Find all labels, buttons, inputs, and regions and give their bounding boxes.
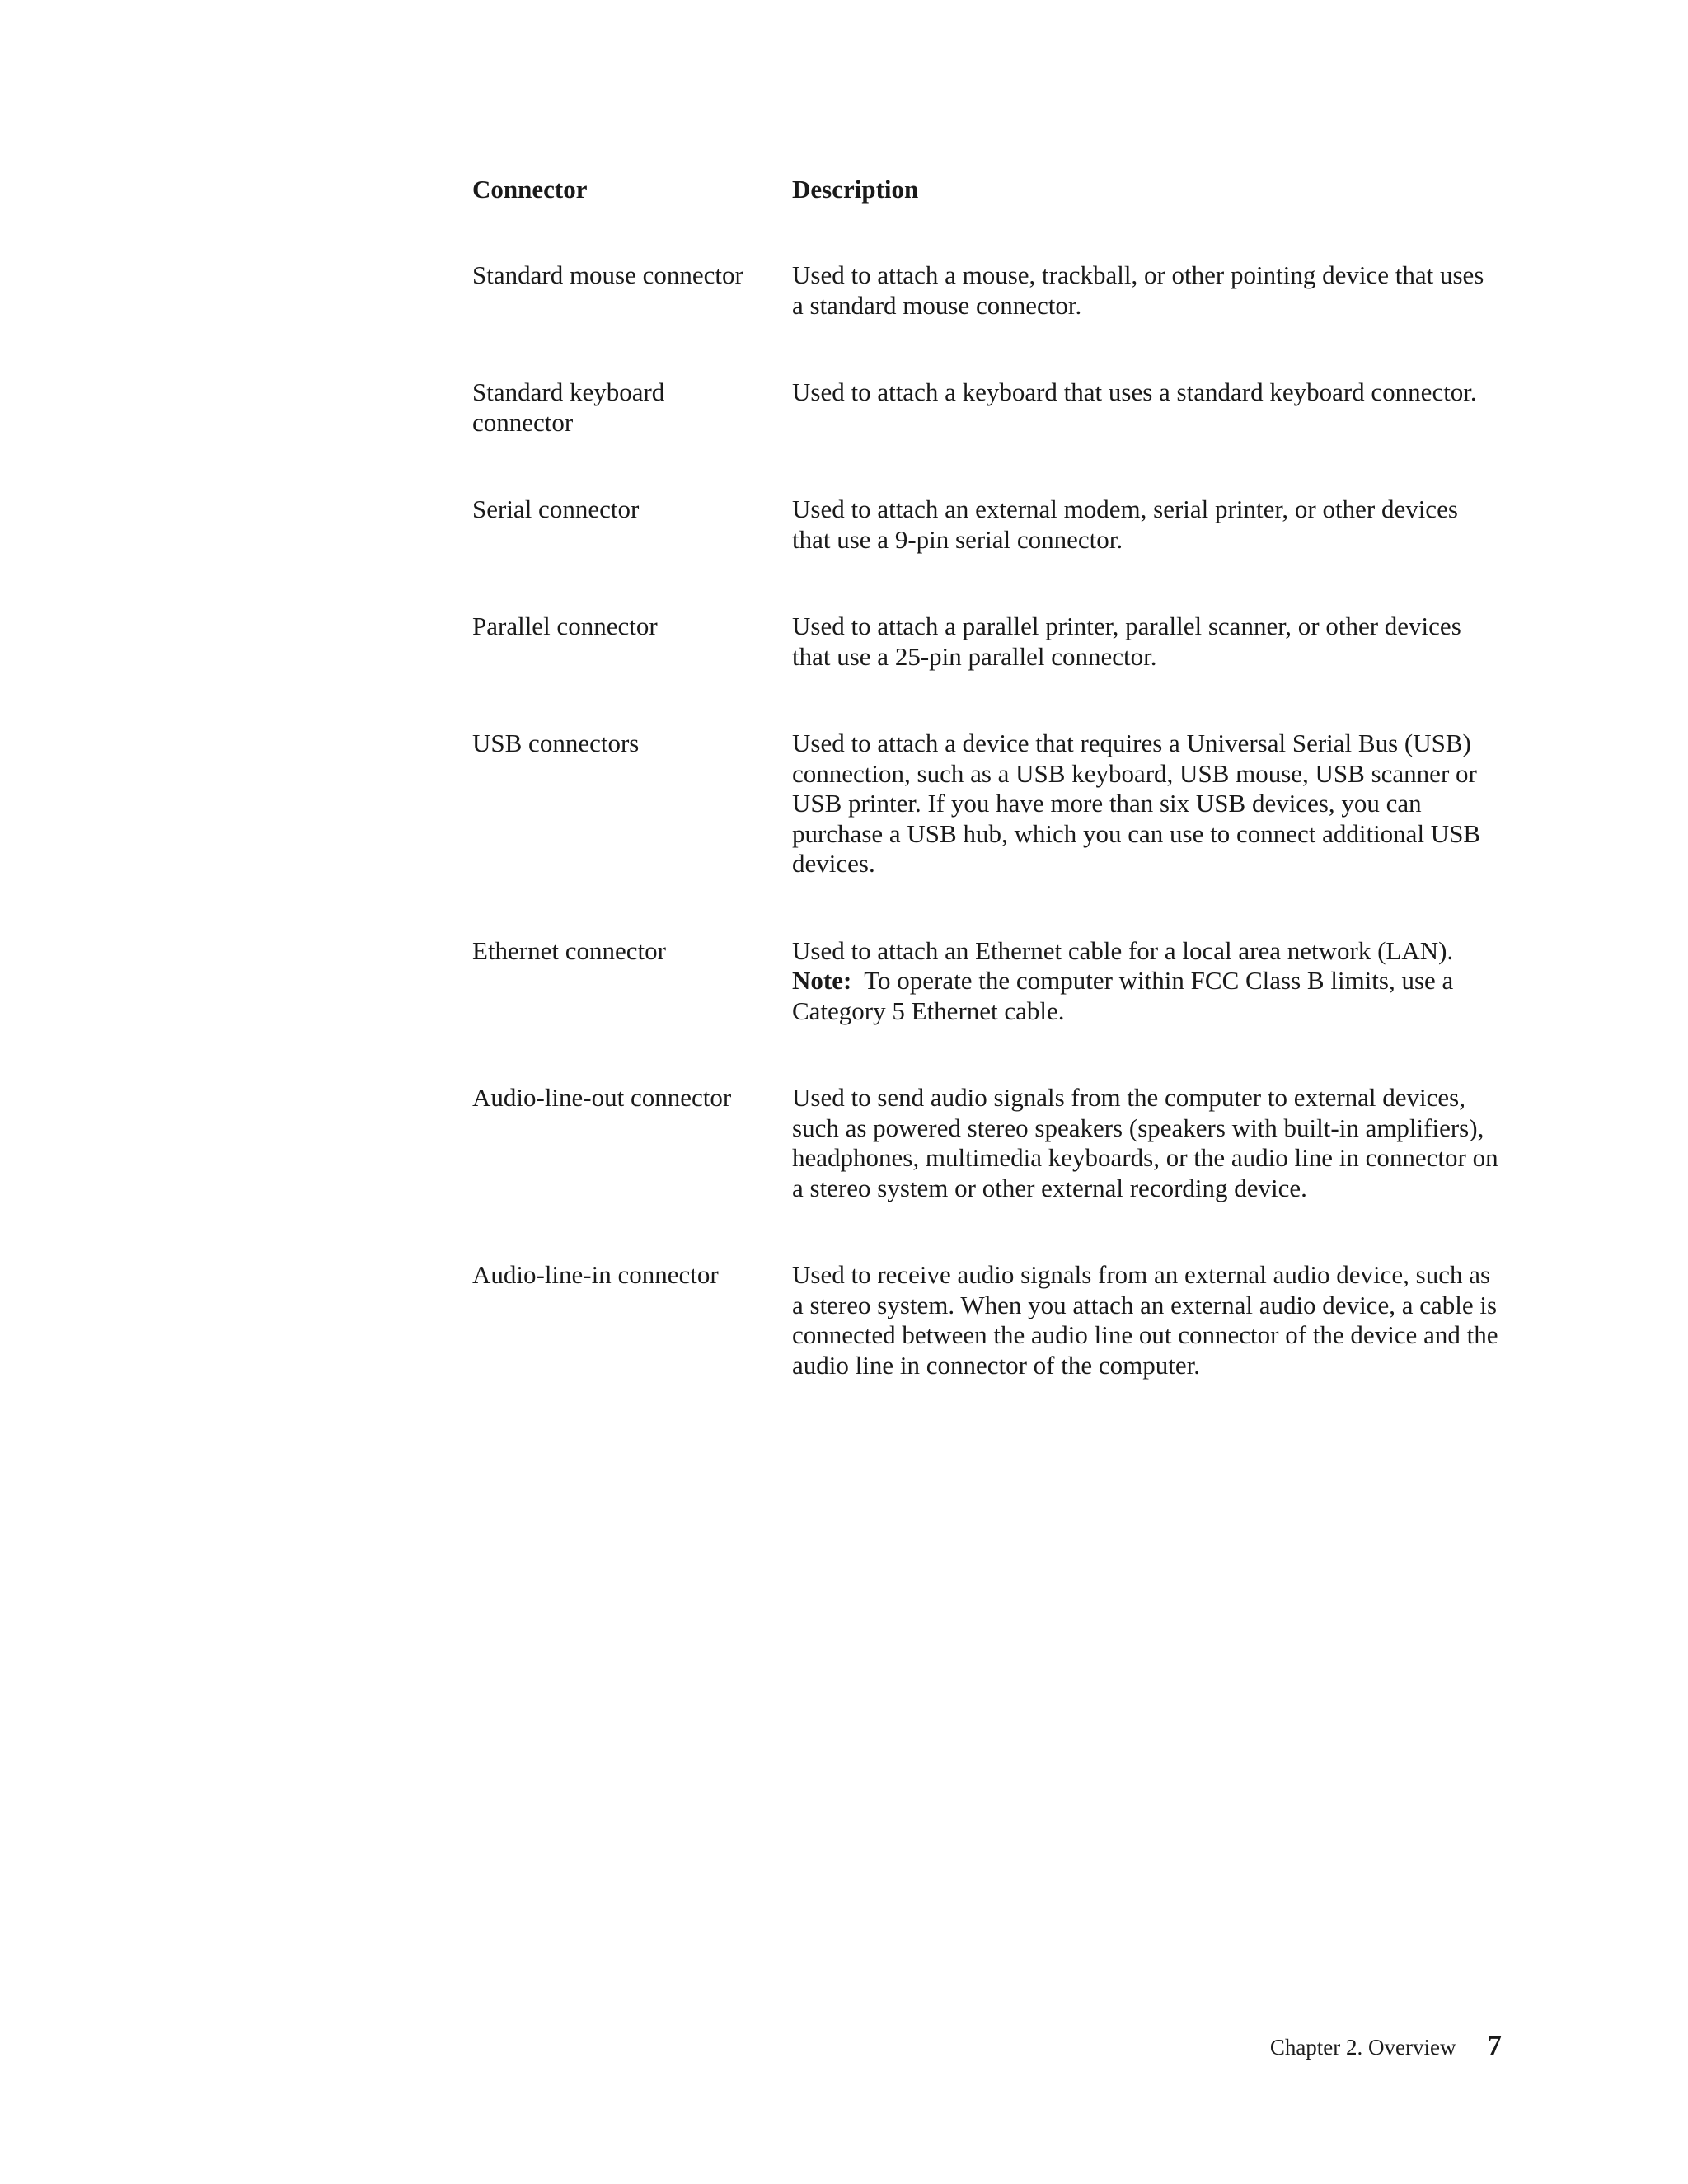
connector-name: Audio-line-in connector bbox=[472, 1260, 719, 1289]
table-row bbox=[472, 612, 1503, 672]
connector-description: Used to attach a mouse, trackball, or other pointing device that uses a standard mouse connector. bbox=[792, 260, 1484, 320]
table-row bbox=[472, 936, 1503, 1027]
connector-description-group bbox=[792, 936, 1499, 1027]
note-label: Note: bbox=[792, 966, 852, 995]
page-number: 7 bbox=[1487, 2029, 1502, 2061]
note-text: To operate the computer within FCC Class B limits, use a Category 5 Ethernet cable. bbox=[792, 966, 1454, 1025]
connector-description: Used to send audio signals from the computer to external devices, such as powered stereo speakers (speakers with built-in amplifiers), headphones, multimedia keyboards, or the audio line in connector on a stereo system or other external recording device. bbox=[792, 1083, 1498, 1202]
connector-description: Used to attach an external modem, serial printer, or other devices that use a 9-pin serial connector. bbox=[792, 494, 1458, 554]
connector-name: USB connectors bbox=[472, 729, 640, 757]
table-row bbox=[472, 729, 1503, 879]
connector-name: Parallel connector bbox=[472, 612, 658, 640]
connector-name: Audio-line-out connector bbox=[472, 1083, 732, 1112]
footer-chapter-title: Chapter 2. Overview bbox=[1269, 2035, 1456, 2060]
connector-description: Used to receive audio signals from an external audio device, such as a stereo system. When you attach an external audio device, a cable is connected between the audio line out connector of the device and the audio line in connector of the computer. bbox=[792, 1260, 1498, 1380]
connector-name: Ethernet connector bbox=[472, 935, 666, 965]
connector-name: Standard keyboard connector bbox=[472, 377, 665, 437]
connector-description: Used to attach a device that requires a Universal Serial Bus (USB) connection, such as a USB keyboard, USB mouse, USB scanner or USB printer. If you have more than six USB devices, you can purchase a USB hub, which you can use to connect additional USB devices. bbox=[792, 729, 1481, 878]
connector-table bbox=[472, 175, 1503, 1437]
connector-name: Standard mouse connector bbox=[472, 260, 743, 289]
table-header bbox=[472, 175, 1503, 204]
note bbox=[792, 966, 1499, 1026]
connector-description: Used to attach a keyboard that uses a standard keyboard connector. bbox=[792, 377, 1477, 406]
connector-description: Used to attach a parallel printer, parallel scanner, or other devices that use a 25-pin parallel connector. bbox=[792, 612, 1461, 671]
connector-name: Serial connector bbox=[472, 494, 640, 523]
page-footer bbox=[1270, 2029, 1502, 2062]
table-row bbox=[472, 1083, 1503, 1203]
table-row bbox=[472, 260, 1503, 321]
table-row bbox=[472, 1260, 1503, 1380]
connector-description: Used to attach an Ethernet cable for a local area network (LAN). bbox=[792, 935, 1454, 965]
header-description: Description bbox=[792, 175, 919, 204]
header-connector: Connector bbox=[472, 175, 588, 204]
table-row bbox=[472, 494, 1503, 555]
table-row bbox=[472, 377, 1503, 438]
